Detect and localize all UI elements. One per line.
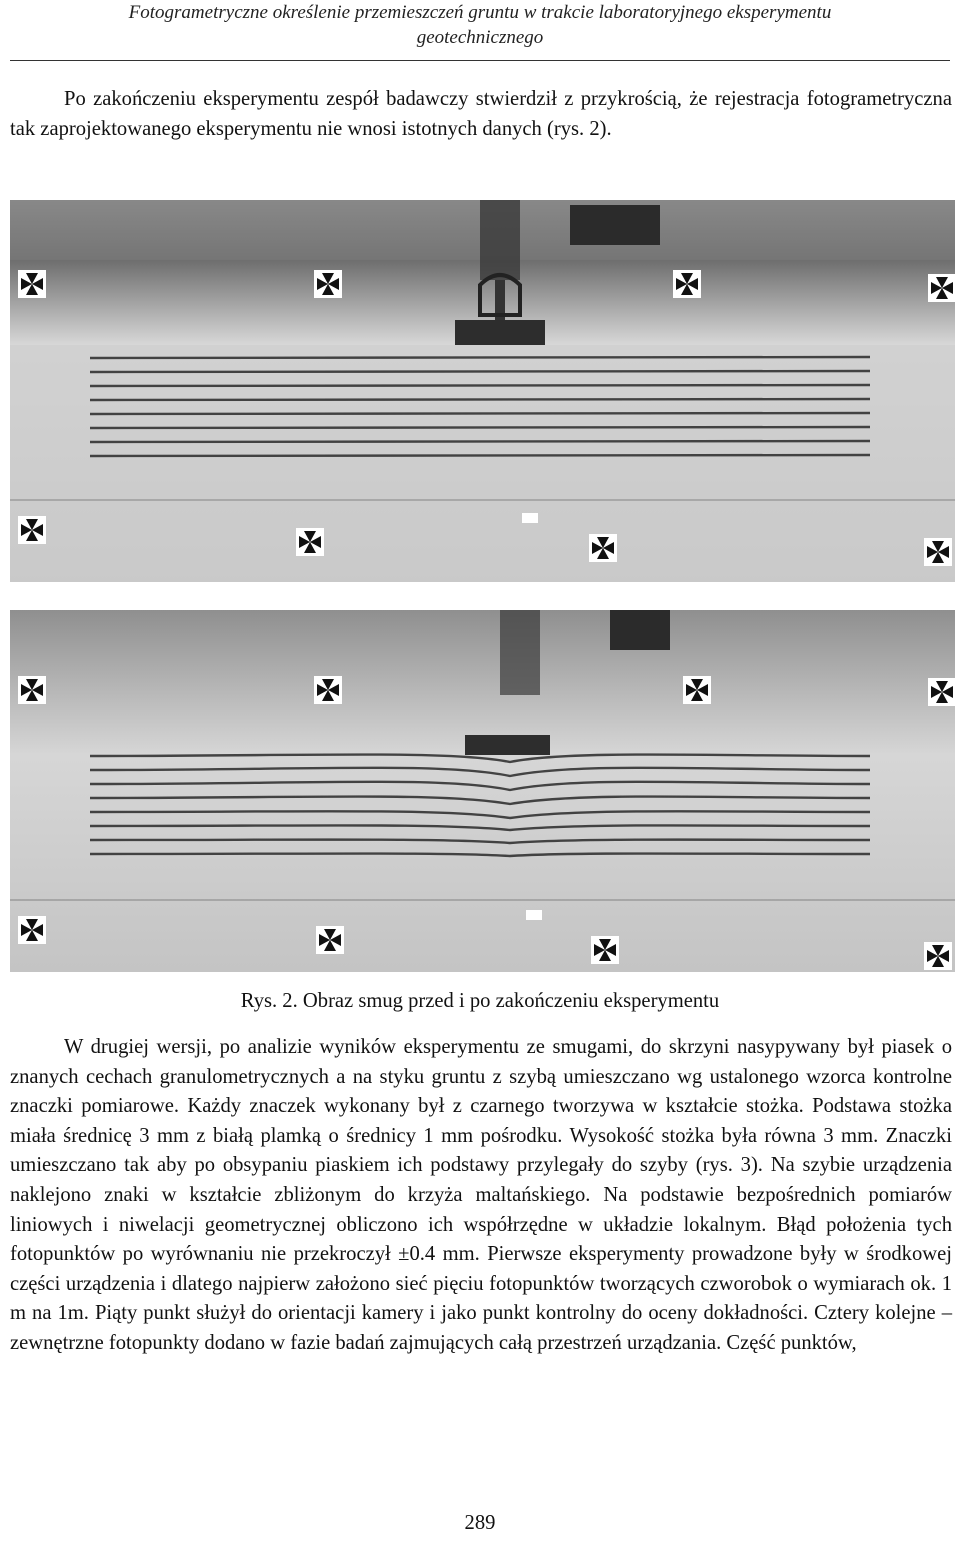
photo-before-experiment bbox=[10, 200, 955, 582]
intro-paragraph: Po zakończeniu eksperymentu zespół badawczy stwierdził z przykrością, że rejestracja fotogrametryczna tak zaprojektowanego eksperymentu nie wnosi istotnych danych (rys. 2). bbox=[10, 88, 952, 140]
running-title-line2: geotechnicznego bbox=[416, 27, 544, 48]
header-rule bbox=[10, 60, 950, 61]
running-title-line1: Fotogrametryczne określenie przemieszczeń gruntu w trakcie laboratoryjnego eksperymentu bbox=[128, 2, 832, 23]
body-paragraph: W drugiej wersji, po analizie wyników eksperymentu ze smugami, do skrzyni nasypywany był piasek o znanych cechach granulometrycznych a na styku gruntu z szybą umieszczano wg ustalonego wzorca kontrolne znaczki pomiarowe. Każdy znaczek wykonany był z czarnego tworzywa w kształcie stożka. Podstawa stożka miała średnicę 3 mm z białą plamką o średnicy 1 mm pośrodku. Wysokość stożka była równa 3 mm. Znaczki umieszczano tak aby po obsypaniu piaskiem ich podstawy przylegały do szyby (rys. 3). Na szybie urządzenia naklejono znaki w kształcie zbliżonym do krzyża maltańskiego. Na podstawie bezpośrednich pomiarów liniowych i niwelacji geometrycznej obliczono ich współrzędne w układzie lokalnym. Błąd położenia tych fotopunktów po wyrównaniu nie przekroczył ±0.4 mm. Pierwsze eksperymenty prowadzone były w środkowej części urządzenia i dlatego najpierw założono sieć pięciu fotopunktów tworzących czworobok o wymiarach ok. 1 m na 1m. Piąty punkt służył do orientacji kamery i jako punkt kontrolny do oceny dokładności. Cztery kolejne – zewnętrzne fotopunkty dodano w fazie badań zajmujących całą przestrzeń urządzania. Część punktów, bbox=[10, 1036, 952, 1354]
running-header bbox=[0, 0, 960, 50]
figure-caption: Rys. 2. Obraz smug przed i po zakończeniu eksperymentu bbox=[240, 990, 720, 1012]
photo-after-experiment bbox=[10, 610, 955, 972]
page-number: 289 bbox=[464, 1512, 496, 1534]
